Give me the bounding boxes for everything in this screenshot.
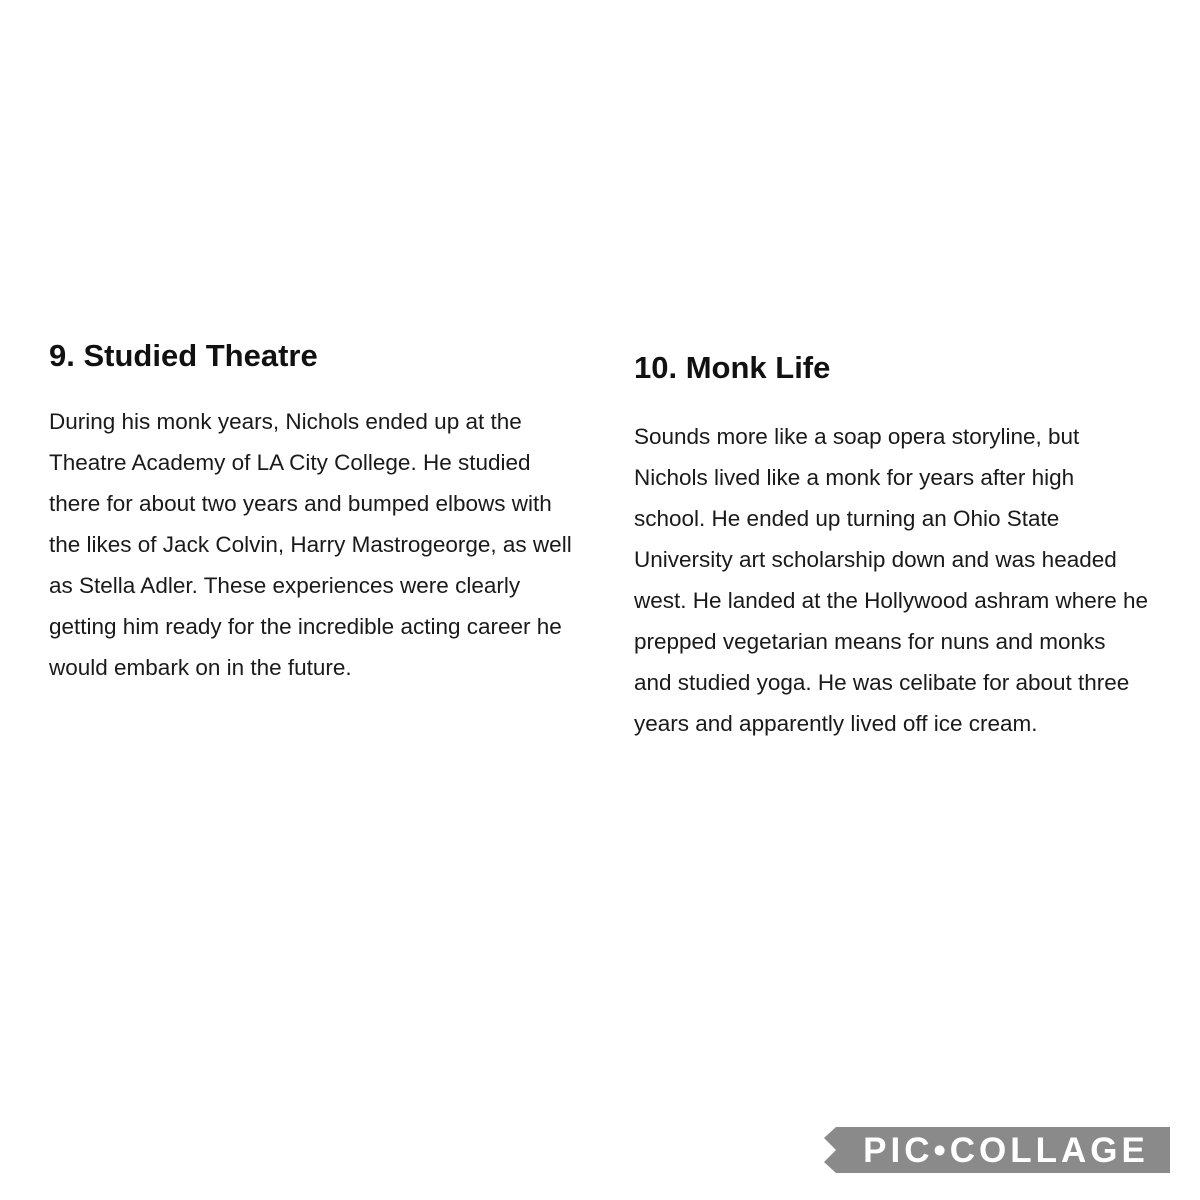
section-studied-theatre bbox=[49, 336, 589, 688]
section-body: Sounds more like a soap opera storyline, but Nichols lived like a monk for years after high school. He ended up turning an Ohio State University art scholarship down and was headed west. He landed at the Hollywood ashram where he prepped vegetarian means for nuns and monks and studied yoga. He was celibate for about three years and apparently lived off ice cream. bbox=[634, 424, 1149, 736]
section-body: During his monk years, Nichols ended up at the Theatre Academy of LA City College. He studied there for about two years and bumped elbows with the likes of Jack Colvin, Harry Mastrogeorge, as well as Stella Adler. These experiences were clearly getting him ready for the incredible acting career he would embark on in the future. bbox=[49, 409, 572, 680]
section-heading: 9. Studied Theatre bbox=[49, 338, 318, 373]
section-heading: 10. Monk Life bbox=[634, 350, 831, 385]
pic-collage-logo bbox=[824, 1125, 1170, 1175]
pic-collage-watermark bbox=[824, 1125, 1170, 1175]
section-monk-life bbox=[634, 348, 1154, 744]
watermark-text: PIC•COLLAGE bbox=[863, 1131, 1149, 1170]
